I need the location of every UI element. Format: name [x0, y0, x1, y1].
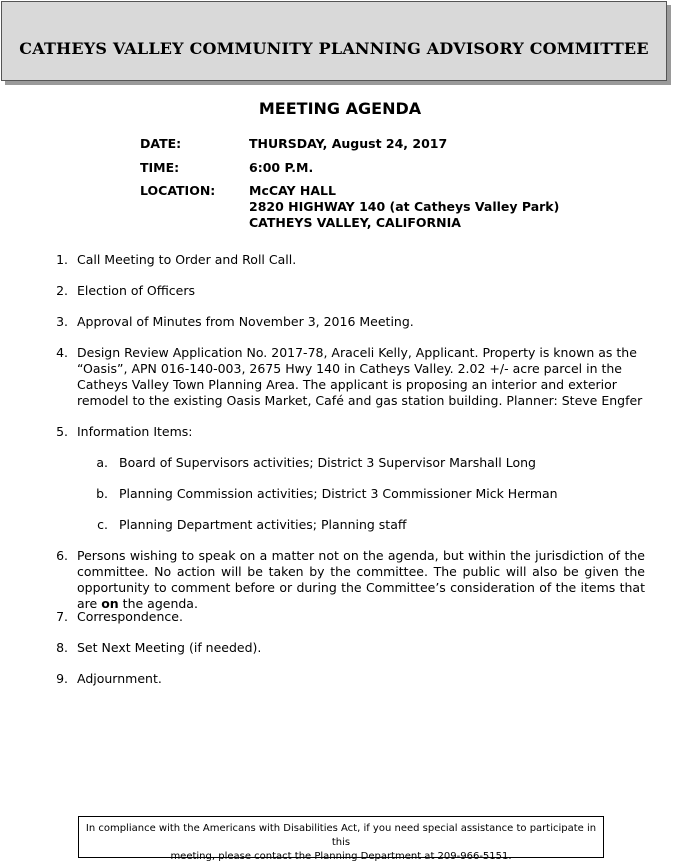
item-number: 7.	[56, 609, 68, 624]
item-text: Set Next Meeting (if needed).	[77, 640, 262, 655]
time-value: 6:00 P.M.	[249, 160, 314, 175]
location-line-2: 2820 HIGHWAY 140 (at Catheys Valley Park)	[249, 199, 560, 214]
ada-notice-line-1: In compliance with the Americans with Disabilities Act, if you need special assistance to participate in this	[85, 823, 597, 848]
date-label: DATE:	[140, 136, 182, 151]
committee-title: CATHEYS VALLEY COMMUNITY PLANNING ADVISORY COMMITTEE	[19, 39, 649, 58]
item-number: 4.	[56, 345, 68, 360]
item-number: 6.	[56, 548, 68, 563]
subitem-text: Board of Supervisors activities; District 3 Supervisor Marshall Long	[119, 455, 536, 470]
location-label: LOCATION:	[140, 183, 216, 198]
ada-notice-line-2: meeting, please contact the Planning Department at 209-966-5151.	[170, 851, 512, 862]
item-text	[77, 548, 645, 612]
location-line-3: CATHEYS VALLEY, CALIFORNIA	[249, 215, 461, 230]
item-number: 2.	[56, 283, 68, 298]
item-text: Correspondence.	[77, 609, 183, 624]
item-number: 3.	[56, 314, 68, 329]
item-number: 5.	[56, 424, 68, 439]
date-value: THURSDAY, August 24, 2017	[249, 136, 448, 151]
subitem-text: Planning Commission activities; District 3 Commissioner Mick Herman	[119, 486, 558, 501]
item-text-before: Persons wishing to speak on a matter not on the agenda, but within the jurisdiction of the committee. No action will be taken by the committee. The public will also be given the opportunity to comment before or during the Committee’s consideration of the items that are	[77, 548, 645, 611]
item-text: Information Items:	[77, 424, 193, 439]
agenda-title: MEETING AGENDA	[258, 99, 422, 118]
subitem-text: Planning Department activities; Planning staff	[119, 517, 407, 532]
item-text: Approval of Minutes from November 3, 2016 Meeting.	[77, 314, 414, 329]
time-label: TIME:	[140, 160, 180, 175]
subitem-letter: b.	[96, 486, 108, 501]
subitem-letter: a.	[96, 455, 108, 470]
subitem-letter: c.	[97, 517, 108, 532]
committee-header-box	[1, 1, 667, 81]
item-text: Election of Officers	[77, 283, 196, 298]
ada-notice-box	[78, 816, 604, 862]
item-text: Design Review Application No. 2017-78, Araceli Kelly, Applicant. Property is known as the “Oasis”, APN 016-140-003, 2675 Hwy 140 in Catheys Valley. 2.02 +/- acre parcel in the Catheys Valley Town Planning Area. The applicant is proposing an interior and exterior remodel to the existing Oasis Market, Café and gas station building. Planner: Steve Engfer	[77, 345, 643, 408]
item-number: 1.	[56, 252, 68, 267]
item-text: Call Meeting to Order and Roll Call.	[77, 252, 297, 267]
item-number: 8.	[56, 640, 68, 655]
item-text: Adjournment.	[77, 671, 162, 686]
location-line-1: McCAY HALL	[249, 183, 336, 198]
item-text-bold: on	[101, 596, 119, 611]
item-text-after: the agenda.	[118, 596, 198, 611]
item-number: 9.	[56, 671, 68, 686]
